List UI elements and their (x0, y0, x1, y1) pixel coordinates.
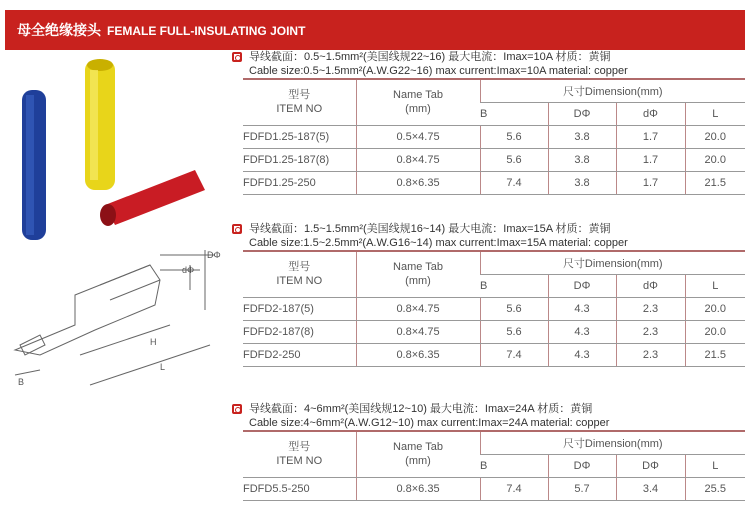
bullet-icon (232, 224, 242, 234)
table-cell: 5.7 (548, 477, 616, 500)
title-en: FEMALE FULL-INSULATING JOINT (107, 24, 306, 38)
table-cell: 20.0 (685, 320, 745, 343)
bullet-icon (232, 404, 242, 414)
table-cell: FDFD5.5-250 (243, 477, 356, 500)
table-cell: 21.5 (685, 343, 745, 366)
table-row (243, 477, 745, 500)
dimension-col-header: B (480, 454, 548, 477)
dimension-header: 尺寸Dimension(mm) (480, 431, 745, 454)
table-cell: 5.6 (480, 320, 548, 343)
table-cell: 20.0 (685, 148, 745, 171)
product-illustration (0, 55, 240, 405)
table-cell: 3.8 (548, 171, 616, 194)
table-cell: 20.0 (685, 297, 745, 320)
spec-en: Cable size:1.5~2.5mm²(A.W.G16~14) max current:Imax=15A material: copper (249, 237, 628, 249)
dimension-col-header: DΦ (548, 454, 616, 477)
spec-cn: 导线截面：4~6mm²(美国线规12~10) 最大电流：Imax=24A 材质：黄铜 (249, 403, 593, 415)
spec-cn: 导线截面：1.5~1.5mm²(美国线规16~14) 最大电流：Imax=15A 材质：黄铜 (249, 223, 611, 235)
table-cell: 21.5 (685, 171, 745, 194)
table-cell: 4.3 (548, 297, 616, 320)
table-cell: 1.7 (616, 148, 685, 171)
table-cell: FDFD1.25-187(8) (243, 148, 356, 171)
table-cell: 0.8×6.35 (356, 343, 480, 366)
table-cell: 5.6 (480, 148, 548, 171)
table-cell: FDFD2-187(5) (243, 297, 356, 320)
table-cell: 7.4 (480, 343, 548, 366)
dimension-col-header: DΦ (616, 454, 685, 477)
section-header (5, 10, 745, 50)
table-cell: 5.6 (480, 125, 548, 148)
table-cell: 0.8×4.75 (356, 297, 480, 320)
table-cell: 0.8×6.35 (356, 477, 480, 500)
table-row (243, 297, 745, 320)
blue-terminal-photo (22, 90, 46, 240)
table-cell: 2.3 (616, 297, 685, 320)
dimension-col-header: L (685, 102, 745, 125)
diagram-label: dΦ (182, 265, 195, 275)
red-terminal-photo (100, 170, 205, 226)
tab-header: Name Tab (mm) (356, 79, 480, 125)
table-cell: 0.8×4.75 (356, 148, 480, 171)
table-cell: FDFD2-187(8) (243, 320, 356, 343)
diagram-label: B (18, 377, 25, 387)
diagram-label: H (150, 337, 157, 347)
table-cell: 0.8×6.35 (356, 171, 480, 194)
table-cell: 2.3 (616, 343, 685, 366)
spec-table (243, 78, 745, 195)
table-cell: 0.5×4.75 (356, 125, 480, 148)
dimension-header: 尺寸Dimension(mm) (480, 79, 745, 102)
table-cell: 4.3 (548, 343, 616, 366)
table-row (243, 171, 745, 194)
dimension-col-header: L (685, 454, 745, 477)
table-cell: 25.5 (685, 477, 745, 500)
table-cell: 0.8×4.75 (356, 320, 480, 343)
yellow-terminal-photo (85, 59, 115, 190)
dimension-col-header: B (480, 274, 548, 297)
bullet-icon (232, 52, 242, 62)
table-cell: 7.4 (480, 477, 548, 500)
item-header: 型号 ITEM NO (243, 431, 356, 477)
table-cell: 3.8 (548, 125, 616, 148)
dimension-col-header: dΦ (616, 274, 685, 297)
table-row (243, 148, 745, 171)
dimension-col-header: dΦ (616, 102, 685, 125)
tab-header: Name Tab (mm) (356, 431, 480, 477)
dimension-col-header: L (685, 274, 745, 297)
table-cell: 20.0 (685, 125, 745, 148)
tab-header: Name Tab (mm) (356, 251, 480, 297)
dimension-col-header: DΦ (548, 274, 616, 297)
spec-en: Cable size:0.5~1.5mm²(A.W.G22~16) max current:Imax=10A material: copper (249, 65, 628, 77)
spec-text (245, 402, 609, 430)
table-row (243, 320, 745, 343)
table-cell: 1.7 (616, 125, 685, 148)
spec-text (245, 50, 628, 78)
table-cell: 5.6 (480, 297, 548, 320)
spec-cn: 导线截面：0.5~1.5mm²(美国线规22~16) 最大电流：Imax=10A 材质：黄铜 (249, 51, 611, 63)
diagram-label: L (160, 362, 166, 372)
spec-text (245, 222, 628, 250)
diagram-label: DΦ (207, 250, 221, 260)
spec-en: Cable size:4~6mm²(A.W.G12~10) max current:Imax=24A material: copper (249, 417, 610, 429)
dimension-col-header: B (480, 102, 548, 125)
table-cell: FDFD2-250 (243, 343, 356, 366)
table-cell: FDFD1.25-250 (243, 171, 356, 194)
table-cell: 3.8 (548, 148, 616, 171)
table-cell: 3.4 (616, 477, 685, 500)
title-cn: 母全绝缘接头 (17, 22, 101, 38)
dimension-header: 尺寸Dimension(mm) (480, 251, 745, 274)
item-header: 型号 ITEM NO (243, 251, 356, 297)
table-row (243, 343, 745, 366)
table-cell: 4.3 (548, 320, 616, 343)
item-header: 型号 ITEM NO (243, 79, 356, 125)
table-row (243, 125, 745, 148)
table-cell: FDFD1.25-187(5) (243, 125, 356, 148)
table-cell: 7.4 (480, 171, 548, 194)
table-cell: 1.7 (616, 171, 685, 194)
table-cell: 2.3 (616, 320, 685, 343)
spec-table (243, 250, 745, 367)
dimension-col-header: DΦ (548, 102, 616, 125)
spec-table (243, 430, 745, 501)
